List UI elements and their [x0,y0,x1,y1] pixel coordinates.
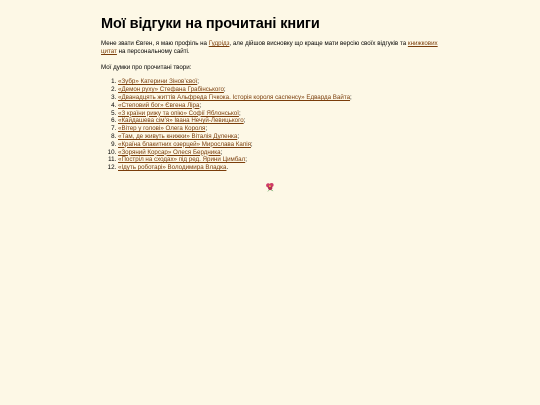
book-quotes-link[interactable]: книжкових цитат [101,40,438,55]
book-review-link[interactable]: «З країни рижу та опію» Софії Яблонської [118,109,239,117]
page-title: Мої відгуки на прочитані книги [101,16,320,32]
book-review-link[interactable]: «Ідуть роботарі» Володимира Владка [118,164,227,172]
list-item: 11. «Постріл на сходах» під ред. Ярини Цимбал; [118,156,446,164]
list-item: 3. «Дванадцять життів Альфреда Гічкока. Історія короля саспенсу» Едварда Вайта; [118,94,446,102]
book-review-link[interactable]: «Кайдашева сім’я» Івана Нечуй-Левицького [118,117,244,125]
book-review-link[interactable]: «Степовий бог» Євгена Ліра [118,101,200,109]
book-review-link[interactable]: «Дванадцять життів Альфреда Гічкока. Історія короля саспенсу» Едварда Вайта [118,93,351,101]
list-item: 9. «Країна блакитних озерцей» Мирослава Капія; [118,141,446,149]
book-review-link[interactable]: «Демон руху» Стефана Грабінського [118,86,224,94]
book-review-link[interactable]: «Зоряний Корсар» Олеся Бердника [118,148,221,156]
flower-emblem-icon [265,182,275,192]
list-item: 7. «Вітер у голові» Олега Короля; [118,125,446,133]
book-review-link[interactable]: «Вітер у голові» Олега Короля [118,125,206,133]
list-item: 10. «Зоряний Корсар» Олеся Бердника; [118,149,446,157]
book-review-link[interactable]: «Постріл на сходах» під ред. Ярини Цимбал [118,156,246,164]
list-item: 4. «Степовий бог» Євгена Ліра; [118,102,446,110]
list-item: 1. «Зубр» Катерини Зінов’євої; [118,78,446,86]
intro-prefix: Мене звати Євген, я маю профіль на [101,40,209,47]
list-item: 5. «З країни рижу та опію» Софії Яблонської; [118,110,446,118]
goodreads-link[interactable]: Гудрідз [208,40,230,47]
book-review-link[interactable]: «Країна блакитних озерцей» Мирослава Капія [118,140,251,148]
intro-suffix: на персональному сайті. [116,47,190,55]
book-review-link[interactable]: «Там, де живуть книжки» Віталія Дуленка [118,132,238,140]
book-review-link[interactable]: «Зубр» Катерини Зінов’євої [118,78,198,86]
list-item: 6. «Кайдашева сім’я» Івана Нечуй-Левицького; [118,117,446,125]
list-item: 2. «Демон руху» Стефана Грабінського; [118,86,446,94]
book-review-list [101,78,446,172]
list-item: 8. «Там, де живуть книжки» Віталія Дуленка; [118,133,446,141]
intro-paragraph [101,40,441,56]
list-item: 12. «Ідуть роботарі» Володимира Владка. [118,164,446,172]
list-intro: Мої думки про прочитані твори: [101,63,192,71]
page-content [101,15,446,172]
intro-middle: , але дійшов висновку що краще мати версію своїх відгуків та [229,40,408,47]
